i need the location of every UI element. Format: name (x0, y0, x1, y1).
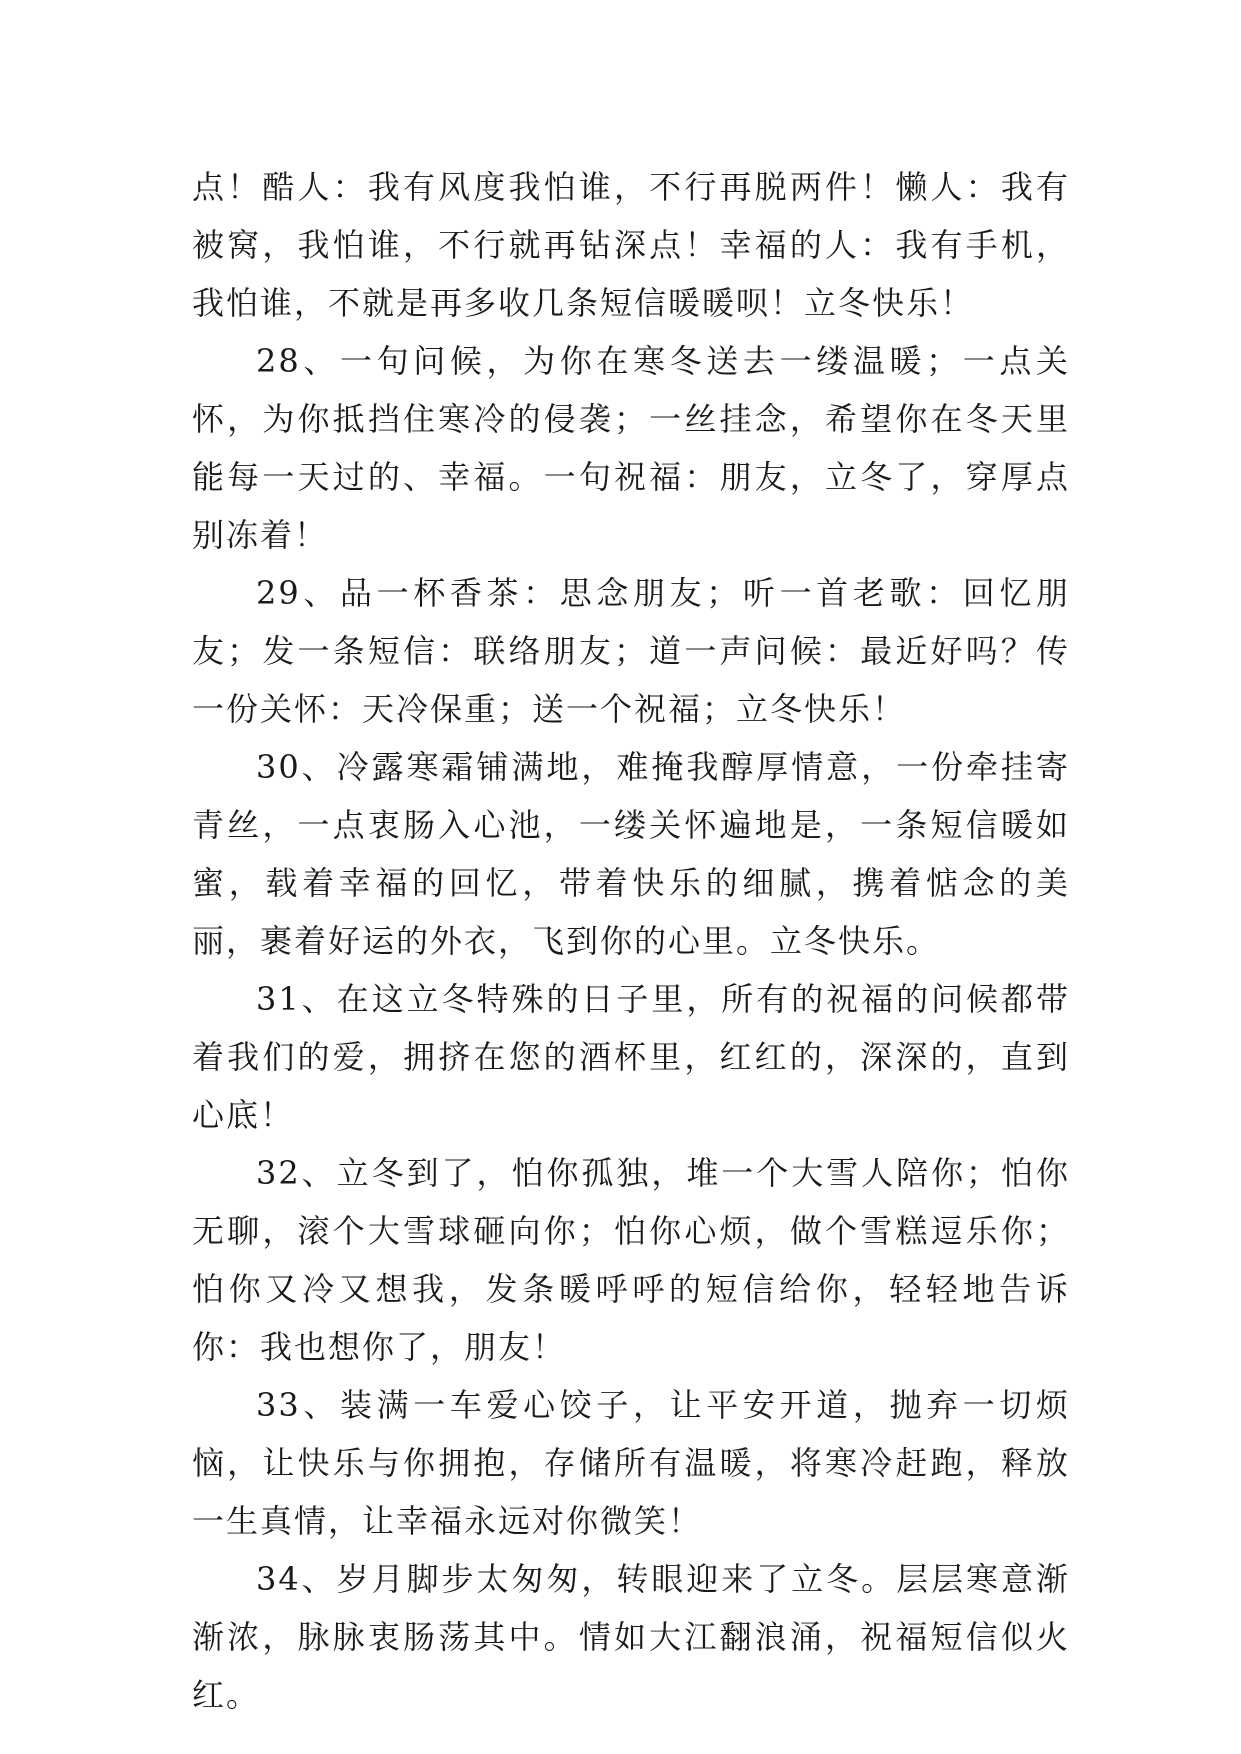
paragraph-29: 29、品一杯香茶：思念朋友；听一首老歌：回忆朋友；发一条短信：联络朋友；道一声问候：最近好吗？传一份关怀：天冷保重；送一个祝福；立冬快乐！ (192, 574, 1070, 728)
paragraph-28: 28、一句问候，为你在寒冬送去一缕温暖；一点关怀，为你抵挡住寒冷的侵袭；一丝挂念，希望你在冬天里能每一天过的、幸福。一句祝福：朋友，立冬了，穿厚点别冻着！ (192, 342, 1070, 554)
paragraph-continuation: 点！酷人：我有风度我怕谁，不行再脱两件！懒人：我有被窝，我怕谁，不行就再钻深点！幸福的人：我有手机，我怕谁，不就是再多收几条短信暖暖呗！立冬快乐！ (192, 168, 1070, 322)
paragraph-33: 33、装满一车爱心饺子，让平安开道，抛弃一切烦恼，让快乐与你拥抱，存储所有温暖，将寒冷赶跑，释放一生真情，让幸福永远对你微笑！ (192, 1386, 1070, 1540)
paragraph-31: 31、在这立冬特殊的日子里，所有的祝福的问候都带着我们的爱，拥挤在您的酒杯里，红红的，深深的，直到心底！ (192, 980, 1070, 1134)
paragraph-32: 32、立冬到了，怕你孤独，堆一个大雪人陪你；怕你无聊，滚个大雪球砸向你；怕你心烦，做个雪糕逗乐你；怕你又冷又想我，发条暖呼呼的短信给你，轻轻地告诉你：我也想你了，朋友！ (192, 1154, 1070, 1366)
document-body (192, 158, 1070, 1724)
paragraph-30: 30、冷露寒霜铺满地，难掩我醇厚情意，一份牵挂寄青丝，一点衷肠入心池，一缕关怀遍地是，一条短信暖如蜜，载着幸福的回忆，带着快乐的细腻，携着惦念的美丽，裹着好运的外衣，飞到你的心里。立冬快乐。 (192, 748, 1070, 960)
paragraph-34: 34、岁月脚步太匆匆，转眼迎来了立冬。层层寒意渐渐浓，脉脉衷肠荡其中。情如大江翻浪涌，祝福短信似火红。 (192, 1560, 1070, 1714)
